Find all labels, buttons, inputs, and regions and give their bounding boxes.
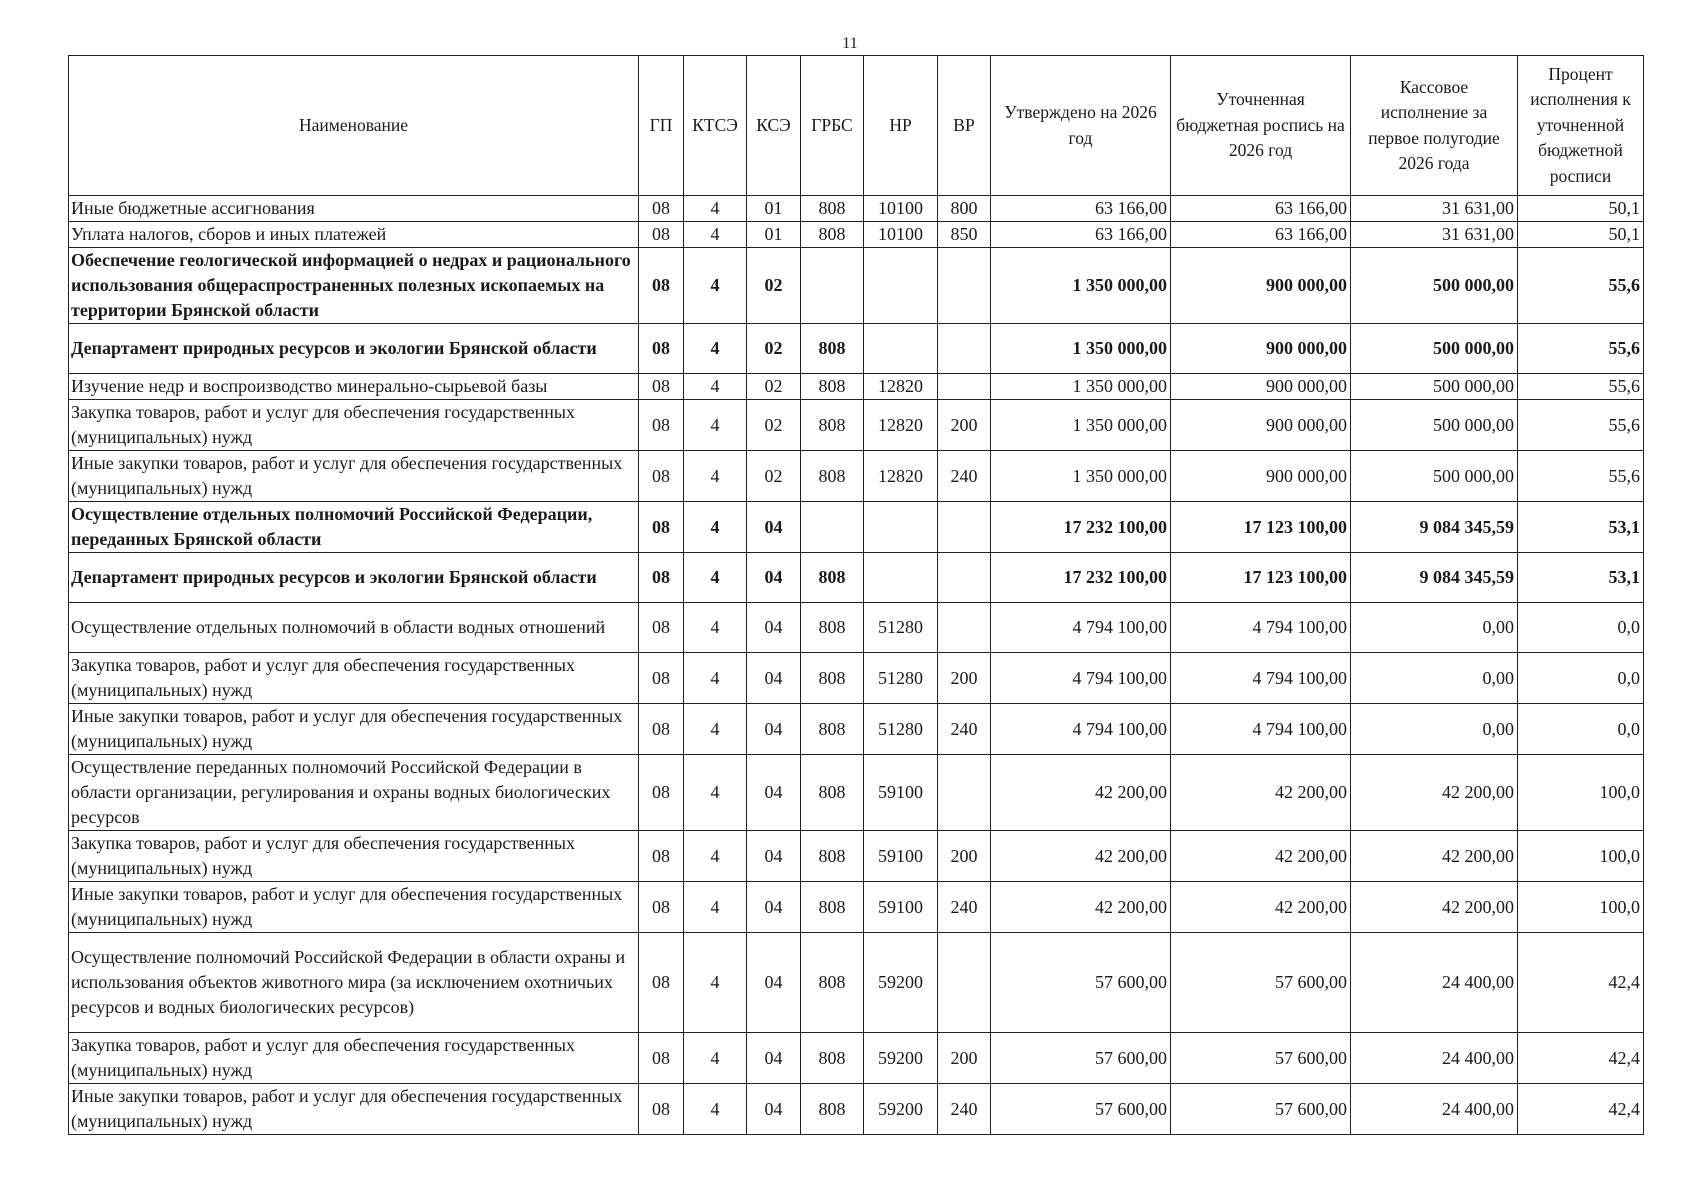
cell-vr: [938, 502, 991, 553]
cell-percent: 100,0: [1518, 831, 1644, 882]
cell-kse: 04: [747, 1084, 801, 1135]
cell-vr: 850: [938, 222, 991, 248]
cell-grbs: 808: [801, 1033, 864, 1084]
cell-refined: 900 000,00: [1171, 324, 1351, 374]
header-gp: ГП: [639, 56, 684, 196]
cell-nr: [864, 248, 938, 324]
cell-refined: 900 000,00: [1171, 451, 1351, 502]
cell-nr: 51280: [864, 603, 938, 653]
cell-vr: 200: [938, 831, 991, 882]
cell-ktse: 4: [684, 1084, 747, 1135]
cell-vr: [938, 248, 991, 324]
table-row: [69, 755, 1644, 831]
cell-kse: 02: [747, 400, 801, 451]
cell-name: Закупка товаров, работ и услуг для обеспечения государственных (муниципальных) нужд: [69, 653, 639, 704]
cell-gp: 08: [639, 248, 684, 324]
header-vr: ВР: [938, 56, 991, 196]
cell-gp: 08: [639, 933, 684, 1033]
cell-percent: 55,6: [1518, 451, 1644, 502]
cell-refined: 63 166,00: [1171, 196, 1351, 222]
cell-percent: 55,6: [1518, 248, 1644, 324]
cell-name: Обеспечение геологической информацией о недрах и рационального использования общераспространенных полезных ископаемых на территории Брянской области: [69, 248, 639, 324]
table-row: [69, 400, 1644, 451]
cell-vr: 240: [938, 882, 991, 933]
cell-name: Иные закупки товаров, работ и услуг для обеспечения государственных (муниципальных) нужд: [69, 882, 639, 933]
cell-grbs: 808: [801, 553, 864, 603]
cell-ktse: 4: [684, 374, 747, 400]
cell-percent: 42,4: [1518, 1084, 1644, 1135]
cell-ktse: 4: [684, 324, 747, 374]
cell-grbs: [801, 502, 864, 553]
header-approved: Утверждено на 2026 год: [991, 56, 1171, 196]
cell-refined: 57 600,00: [1171, 933, 1351, 1033]
cell-gp: 08: [639, 222, 684, 248]
cell-cash: 500 000,00: [1351, 324, 1518, 374]
cell-name: Осуществление отдельных полномочий Российской Федерации, переданных Брянской области: [69, 502, 639, 553]
cell-approved: 42 200,00: [991, 755, 1171, 831]
table-row: [69, 222, 1644, 248]
cell-cash: 42 200,00: [1351, 831, 1518, 882]
cell-kse: 02: [747, 451, 801, 502]
cell-nr: 51280: [864, 653, 938, 704]
cell-ktse: 4: [684, 451, 747, 502]
header-kse: КСЭ: [747, 56, 801, 196]
cell-grbs: 808: [801, 603, 864, 653]
cell-kse: 04: [747, 553, 801, 603]
cell-vr: [938, 755, 991, 831]
table-row: [69, 882, 1644, 933]
cell-grbs: [801, 248, 864, 324]
cell-cash: 9 084 345,59: [1351, 502, 1518, 553]
cell-refined: 900 000,00: [1171, 248, 1351, 324]
cell-refined: 17 123 100,00: [1171, 553, 1351, 603]
cell-kse: 04: [747, 502, 801, 553]
cell-approved: 4 794 100,00: [991, 704, 1171, 755]
cell-nr: 59100: [864, 882, 938, 933]
cell-percent: 100,0: [1518, 755, 1644, 831]
cell-percent: 0,0: [1518, 704, 1644, 755]
cell-nr: 10100: [864, 222, 938, 248]
cell-ktse: 4: [684, 222, 747, 248]
cell-gp: 08: [639, 400, 684, 451]
cell-percent: 42,4: [1518, 1033, 1644, 1084]
cell-approved: 63 166,00: [991, 196, 1171, 222]
cell-grbs: 808: [801, 653, 864, 704]
cell-gp: 08: [639, 1033, 684, 1084]
cell-approved: 4 794 100,00: [991, 603, 1171, 653]
cell-ktse: 4: [684, 400, 747, 451]
cell-ktse: 4: [684, 603, 747, 653]
cell-kse: 04: [747, 882, 801, 933]
cell-percent: 50,1: [1518, 222, 1644, 248]
header-name: Наименование: [69, 56, 639, 196]
cell-nr: [864, 502, 938, 553]
cell-refined: 57 600,00: [1171, 1033, 1351, 1084]
cell-ktse: 4: [684, 196, 747, 222]
cell-cash: 0,00: [1351, 653, 1518, 704]
cell-kse: 04: [747, 603, 801, 653]
cell-gp: 08: [639, 324, 684, 374]
cell-cash: 9 084 345,59: [1351, 553, 1518, 603]
cell-cash: 24 400,00: [1351, 1033, 1518, 1084]
cell-ktse: 4: [684, 248, 747, 324]
cell-ktse: 4: [684, 831, 747, 882]
cell-approved: 42 200,00: [991, 831, 1171, 882]
cell-refined: 4 794 100,00: [1171, 704, 1351, 755]
cell-name: Иные закупки товаров, работ и услуг для обеспечения государственных (муниципальных) нужд: [69, 1084, 639, 1135]
cell-ktse: 4: [684, 1033, 747, 1084]
cell-cash: 500 000,00: [1351, 451, 1518, 502]
cell-nr: 59200: [864, 1084, 938, 1135]
table-row: [69, 553, 1644, 603]
cell-cash: 0,00: [1351, 603, 1518, 653]
cell-ktse: 4: [684, 933, 747, 1033]
cell-kse: 04: [747, 1033, 801, 1084]
cell-name: Иные бюджетные ассигнования: [69, 196, 639, 222]
header-ktse: КТСЭ: [684, 56, 747, 196]
table-header-row: [69, 56, 1644, 196]
cell-grbs: 808: [801, 222, 864, 248]
cell-grbs: 808: [801, 400, 864, 451]
cell-approved: 63 166,00: [991, 222, 1171, 248]
cell-vr: [938, 933, 991, 1033]
cell-gp: 08: [639, 196, 684, 222]
cell-cash: 31 631,00: [1351, 196, 1518, 222]
cell-approved: 17 232 100,00: [991, 502, 1171, 553]
cell-approved: 57 600,00: [991, 933, 1171, 1033]
table-row: [69, 603, 1644, 653]
cell-percent: 0,0: [1518, 653, 1644, 704]
cell-gp: 08: [639, 653, 684, 704]
cell-ktse: 4: [684, 704, 747, 755]
cell-vr: 200: [938, 1033, 991, 1084]
cell-percent: 50,1: [1518, 196, 1644, 222]
cell-nr: 12820: [864, 400, 938, 451]
cell-nr: 59200: [864, 1033, 938, 1084]
cell-kse: 04: [747, 755, 801, 831]
cell-name: Иные закупки товаров, работ и услуг для обеспечения государственных (муниципальных) нужд: [69, 704, 639, 755]
cell-gp: 08: [639, 882, 684, 933]
cell-nr: 59100: [864, 831, 938, 882]
header-grbs: ГРБС: [801, 56, 864, 196]
cell-name: Закупка товаров, работ и услуг для обеспечения государственных (муниципальных) нужд: [69, 400, 639, 451]
cell-cash: 500 000,00: [1351, 374, 1518, 400]
cell-ktse: 4: [684, 755, 747, 831]
cell-cash: 24 400,00: [1351, 1084, 1518, 1135]
cell-gp: 08: [639, 1084, 684, 1135]
cell-name: Осуществление переданных полномочий Российской Федерации в области организации, регулирования и охраны водных биологических ресурсов: [69, 755, 639, 831]
cell-vr: 200: [938, 653, 991, 704]
table-body: [69, 196, 1644, 1135]
table-row: [69, 502, 1644, 553]
cell-percent: 100,0: [1518, 882, 1644, 933]
cell-nr: [864, 553, 938, 603]
cell-refined: 42 200,00: [1171, 882, 1351, 933]
cell-percent: 55,6: [1518, 324, 1644, 374]
cell-vr: 240: [938, 451, 991, 502]
cell-ktse: 4: [684, 653, 747, 704]
cell-approved: 57 600,00: [991, 1033, 1171, 1084]
cell-refined: 63 166,00: [1171, 222, 1351, 248]
cell-percent: 53,1: [1518, 553, 1644, 603]
cell-kse: 02: [747, 374, 801, 400]
cell-cash: 31 631,00: [1351, 222, 1518, 248]
cell-name: Осуществление полномочий Российской Федерации в области охраны и использования объектов животного мира (за исключением охотничьих ресурсов и водных биологических ресурсов): [69, 933, 639, 1033]
table-row: [69, 831, 1644, 882]
cell-refined: 4 794 100,00: [1171, 603, 1351, 653]
cell-name: Осуществление отдельных полномочий в области водных отношений: [69, 603, 639, 653]
cell-percent: 55,6: [1518, 374, 1644, 400]
table-row: [69, 451, 1644, 502]
table-row: [69, 324, 1644, 374]
cell-ktse: 4: [684, 502, 747, 553]
cell-name: Департамент природных ресурсов и экологии Брянской области: [69, 553, 639, 603]
cell-vr: [938, 324, 991, 374]
cell-cash: 500 000,00: [1351, 248, 1518, 324]
cell-gp: 08: [639, 755, 684, 831]
cell-refined: 57 600,00: [1171, 1084, 1351, 1135]
header-cash: Кассовое исполнение за первое полугодие 2026 года: [1351, 56, 1518, 196]
cell-nr: 59100: [864, 755, 938, 831]
cell-approved: 1 350 000,00: [991, 451, 1171, 502]
cell-name: Иные закупки товаров, работ и услуг для обеспечения государственных (муниципальных) нужд: [69, 451, 639, 502]
header-refined: Уточненная бюджетная роспись на 2026 год: [1171, 56, 1351, 196]
cell-ktse: 4: [684, 553, 747, 603]
table-row: [69, 248, 1644, 324]
cell-name: Закупка товаров, работ и услуг для обеспечения государственных (муниципальных) нужд: [69, 831, 639, 882]
cell-cash: 42 200,00: [1351, 882, 1518, 933]
cell-grbs: 808: [801, 933, 864, 1033]
header-percent: Процент исполнения к уточненной бюджетной росписи: [1518, 56, 1644, 196]
cell-grbs: 808: [801, 451, 864, 502]
cell-gp: 08: [639, 831, 684, 882]
cell-approved: 4 794 100,00: [991, 653, 1171, 704]
cell-kse: 04: [747, 933, 801, 1033]
cell-approved: 1 350 000,00: [991, 374, 1171, 400]
table-row: [69, 374, 1644, 400]
cell-nr: 10100: [864, 196, 938, 222]
cell-kse: 04: [747, 831, 801, 882]
cell-nr: 12820: [864, 374, 938, 400]
cell-refined: 17 123 100,00: [1171, 502, 1351, 553]
cell-refined: 42 200,00: [1171, 831, 1351, 882]
cell-grbs: 808: [801, 882, 864, 933]
cell-ktse: 4: [684, 882, 747, 933]
cell-nr: 51280: [864, 704, 938, 755]
cell-refined: 900 000,00: [1171, 374, 1351, 400]
cell-name: Изучение недр и воспроизводство минерально-сырьевой базы: [69, 374, 639, 400]
cell-kse: 04: [747, 653, 801, 704]
cell-kse: 01: [747, 222, 801, 248]
cell-percent: 55,6: [1518, 400, 1644, 451]
cell-name: Департамент природных ресурсов и экологии Брянской области: [69, 324, 639, 374]
cell-vr: [938, 603, 991, 653]
cell-refined: 900 000,00: [1171, 400, 1351, 451]
cell-approved: 57 600,00: [991, 1084, 1171, 1135]
cell-cash: 0,00: [1351, 704, 1518, 755]
page-number: 11: [842, 35, 858, 52]
cell-grbs: 808: [801, 1084, 864, 1135]
cell-name: Закупка товаров, работ и услуг для обеспечения государственных (муниципальных) нужд: [69, 1033, 639, 1084]
table-row: [69, 653, 1644, 704]
cell-cash: 24 400,00: [1351, 933, 1518, 1033]
cell-grbs: 808: [801, 196, 864, 222]
cell-grbs: 808: [801, 831, 864, 882]
cell-vr: 800: [938, 196, 991, 222]
table-row: [69, 196, 1644, 222]
cell-gp: 08: [639, 553, 684, 603]
cell-kse: 04: [747, 704, 801, 755]
cell-approved: 1 350 000,00: [991, 324, 1171, 374]
table-row: [69, 1084, 1644, 1135]
cell-gp: 08: [639, 374, 684, 400]
cell-cash: 42 200,00: [1351, 755, 1518, 831]
cell-vr: [938, 553, 991, 603]
cell-approved: 1 350 000,00: [991, 248, 1171, 324]
cell-vr: 240: [938, 1084, 991, 1135]
cell-percent: 53,1: [1518, 502, 1644, 553]
cell-vr: [938, 374, 991, 400]
cell-approved: 42 200,00: [991, 882, 1171, 933]
cell-grbs: 808: [801, 324, 864, 374]
cell-vr: 200: [938, 400, 991, 451]
cell-nr: 12820: [864, 451, 938, 502]
cell-nr: [864, 324, 938, 374]
cell-approved: 1 350 000,00: [991, 400, 1171, 451]
cell-vr: 240: [938, 704, 991, 755]
cell-grbs: 808: [801, 755, 864, 831]
cell-gp: 08: [639, 704, 684, 755]
cell-nr: 59200: [864, 933, 938, 1033]
cell-percent: 0,0: [1518, 603, 1644, 653]
cell-kse: 01: [747, 196, 801, 222]
cell-gp: 08: [639, 502, 684, 553]
cell-cash: 500 000,00: [1351, 400, 1518, 451]
cell-kse: 02: [747, 324, 801, 374]
cell-grbs: 808: [801, 374, 864, 400]
table-row: [69, 704, 1644, 755]
cell-approved: 17 232 100,00: [991, 553, 1171, 603]
table-row: [69, 933, 1644, 1033]
budget-table: [68, 55, 1644, 1135]
cell-gp: 08: [639, 451, 684, 502]
cell-grbs: 808: [801, 704, 864, 755]
header-nr: НР: [864, 56, 938, 196]
cell-refined: 42 200,00: [1171, 755, 1351, 831]
cell-kse: 02: [747, 248, 801, 324]
table-row: [69, 1033, 1644, 1084]
cell-name: Уплата налогов, сборов и иных платежей: [69, 222, 639, 248]
cell-refined: 4 794 100,00: [1171, 653, 1351, 704]
cell-gp: 08: [639, 603, 684, 653]
cell-percent: 42,4: [1518, 933, 1644, 1033]
